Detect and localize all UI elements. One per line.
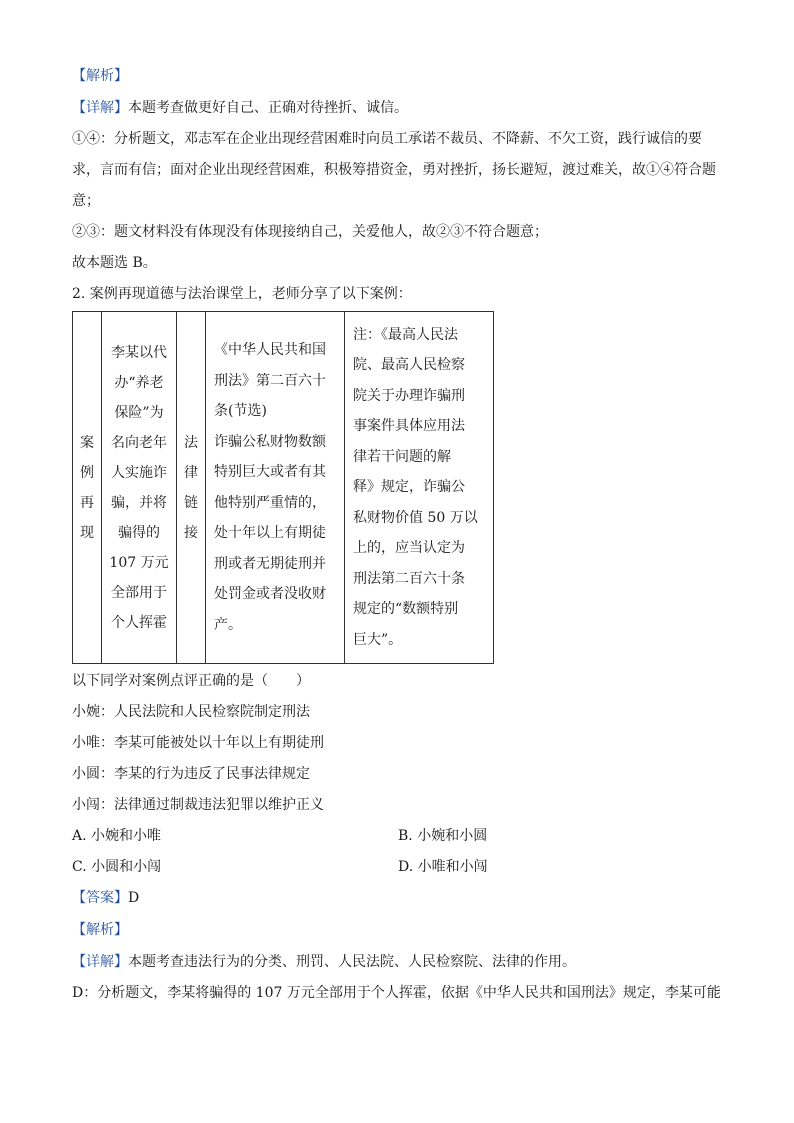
question-2-prompt: 以下同学对案例点评正确的是（ ） xyxy=(72,673,310,689)
para-14-line-1: ①④：分析题文，邓志军在企业出现经营困难时向员工承诺不裁员、不降薪、不欠工资，践行诚信的要 xyxy=(72,131,702,147)
comment-xiaowei: 小唯：李某可能被处以十年以上有期徒刑 xyxy=(72,735,324,751)
case-header-cell: 案 例 再 现 xyxy=(73,312,102,664)
analysis-heading-1: 【解析】 xyxy=(72,68,128,84)
comment-xiaochuang: 小闯：法律通过制裁违法犯罪以维护正义 xyxy=(72,797,324,813)
note-text-cell: 注：《最高人民法 院、最高人民检察 院关于办理诈骗刑 事案件具体应用法 律若干问题的解 释》规定，诈骗公 私财物价值 50 万以 上的，应当认定为 刑法第二百六十条 规定的“数额特别 巨大”。 xyxy=(345,312,494,664)
analysis-heading-2: 【解析】 xyxy=(72,922,128,938)
question-2-stem: 2. 案例再现道德与法治课堂上，老师分享了以下案例： xyxy=(72,286,412,302)
option-c: C. 小圆和小闯 xyxy=(72,859,162,875)
comment-xiaowan: 小婉：人民法院和人民检察院制定刑法 xyxy=(72,704,310,720)
detail-line-1: 【详解】本题考查做更好自己、正确对待挫折、诚信。 xyxy=(72,100,408,116)
para-14-line-2: 求，言而有信；面对企业出现经营困难，积极筹措资金，勇对挫折，扬长避短，渡过难关，故①④符合题 xyxy=(72,162,716,178)
case-table xyxy=(72,311,494,664)
para-14-line-3: 意； xyxy=(72,193,100,209)
case-text-cell: 李某以代 办“养老 保险”为 名向老年 人实施诈 骗，并将 骗得的 107 万元 全部用于 个人挥霍 xyxy=(102,312,177,664)
answer-line: 【答案】D xyxy=(72,890,140,906)
option-b: B. 小婉和小圆 xyxy=(398,828,488,844)
para-23: ②③：题文材料没有体现没有体现接纳自己，关爱他人，故②③不符合题意； xyxy=(72,224,548,240)
option-d: D. 小唯和小闯 xyxy=(398,859,488,875)
law-header-cell: 法 律 链 接 xyxy=(177,312,206,664)
para-d: D：分析题文，李某将骗得的 107 万元全部用于个人挥霍，依据《中华人民共和国刑法》规定，李某可能 xyxy=(72,985,721,1001)
detail-line-2: 【详解】本题考查违法行为的分类、刑罚、人民法院、人民检察院、法律的作用。 xyxy=(72,954,576,970)
conclusion-1: 故本题选 B。 xyxy=(72,255,157,271)
option-a: A. 小婉和小唯 xyxy=(72,828,162,844)
law-text-cell: 《中华人民共和国 刑法》第二百六十 条(节选) 诈骗公私财物数额 特别巨大或者有其 他特别严重情的， 处十年以上有期徒 刑或者无期徒刑并 处罚金或者没收财 产。 xyxy=(206,312,345,664)
comment-xiaoyuan: 小圆：李某的行为违反了民事法律规定 xyxy=(72,766,310,782)
